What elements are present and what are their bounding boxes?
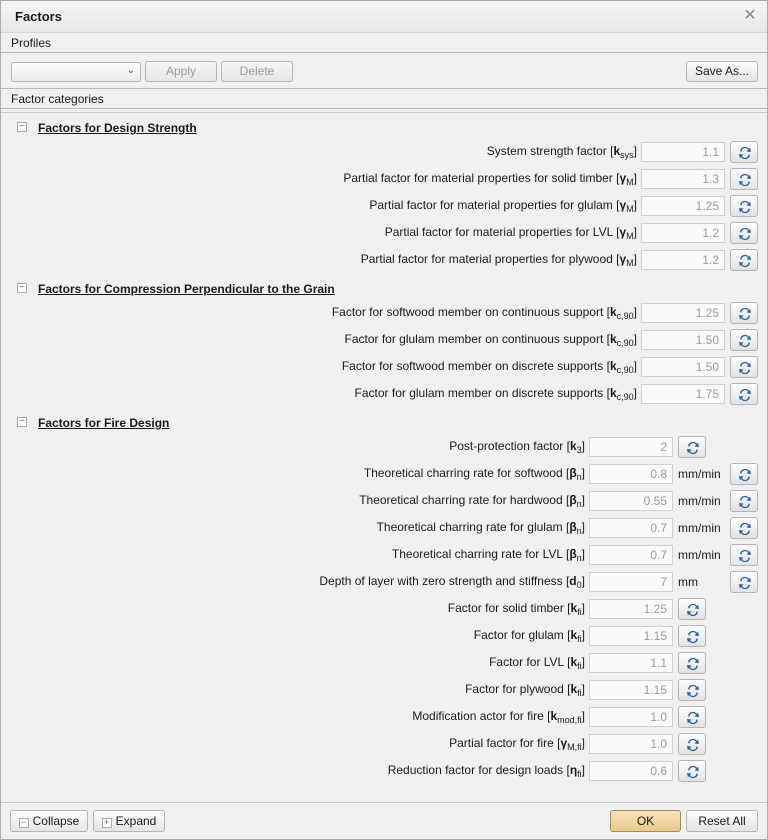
factor-row: [1, 544, 767, 566]
factor-symbol: η: [569, 763, 578, 777]
expand-label: Expand: [115, 814, 157, 828]
factor-row: [1, 195, 767, 217]
factor-label: Partial factor for material properties for plywood $[\gamma_M]$: [360, 252, 637, 268]
factor-row: [1, 222, 767, 244]
factor-label-text: Theoretical charring rate for softwood [: [363, 466, 570, 480]
factor-symbol: k: [613, 144, 621, 158]
factor-label-text: Factor for glulam [: [473, 628, 571, 642]
factor-label-text: Factor for glulam member on discrete supports [: [354, 386, 610, 400]
factor-value-input[interactable]: 1.25: [641, 303, 725, 323]
factor-row: [1, 652, 767, 674]
factor-label: Factor for glulam $[k_{fi}]$: [473, 628, 585, 644]
reset-value-button[interactable]: [730, 544, 758, 566]
factor-symbol: γ: [560, 736, 568, 750]
reset-value-button[interactable]: [730, 517, 758, 539]
reset-value-button[interactable]: [730, 168, 758, 190]
factor-symbol: β: [569, 493, 577, 507]
factor-value-input[interactable]: 2: [589, 437, 673, 457]
window-title: Factors: [15, 9, 62, 24]
factor-symbol: γ: [619, 225, 627, 239]
factor-label-text: Theoretical charring rate for LVL [: [391, 547, 570, 561]
reset-value-button[interactable]: [730, 329, 758, 351]
ok-button[interactable]: OK: [610, 810, 681, 832]
factor-row: [1, 679, 767, 701]
factor-row: [1, 733, 767, 755]
refresh-arrows-icon: [685, 737, 701, 753]
factor-unit: mm/min: [678, 467, 721, 481]
factor-unit: mm/min: [678, 521, 721, 535]
factor-row: [1, 760, 767, 782]
factor-symbol-subscript: n: [576, 499, 582, 509]
factor-symbol: β: [569, 520, 577, 534]
factor-symbol-subscript: M: [626, 258, 634, 268]
refresh-arrows-icon: [685, 710, 701, 726]
factor-label: Theoretical charring rate for softwood $[\beta_n]$: [363, 466, 585, 482]
factor-label: Factor for softwood member on continuous support $[k_{c,90}]$: [331, 305, 637, 321]
factor-value-input[interactable]: 0.7: [589, 518, 673, 538]
factor-value-input[interactable]: 1.1: [589, 653, 673, 673]
factor-symbol: k: [550, 709, 558, 723]
factor-unit: mm/min: [678, 548, 721, 562]
factor-label-text: Depth of layer with zero strength and stiffness [: [319, 574, 570, 588]
factor-row: [1, 249, 767, 271]
reset-value-button[interactable]: [730, 222, 758, 244]
factor-symbol: γ: [619, 252, 627, 266]
refresh-arrows-icon: [737, 494, 753, 510]
group-title: Factors for Design Strength: [38, 121, 197, 135]
factor-label: Modification actor for fire $[k_{mod,fi}]$: [412, 709, 585, 725]
factor-unit: mm/min: [678, 494, 721, 508]
factor-symbol-subscript: M: [626, 204, 634, 214]
factor-value-input[interactable]: 1.50: [641, 330, 725, 350]
factor-value-input[interactable]: 1.3: [641, 169, 725, 189]
factor-symbol-subscript: c,90: [616, 365, 634, 375]
collapse-label: Collapse: [32, 814, 80, 828]
refresh-arrows-icon: [737, 172, 753, 188]
refresh-arrows-icon: [737, 575, 753, 591]
refresh-arrows-icon: [685, 602, 701, 618]
reset-value-button[interactable]: [730, 463, 758, 485]
refresh-arrows-icon: [737, 387, 753, 403]
refresh-arrows-icon: [737, 333, 753, 349]
factor-label-text: Factor for glulam member on continuous support [: [344, 332, 610, 346]
factor-label-text: Partial factor for material properties for plywood [: [360, 252, 620, 266]
reset-value-button[interactable]: [730, 383, 758, 405]
factor-label: Partial factor for material properties for LVL $[\gamma_M]$: [384, 225, 637, 241]
reset-all-button[interactable]: Reset All: [686, 810, 758, 832]
minus-box-icon: −: [19, 818, 29, 828]
factor-label-text: Factor for softwood member on discrete supports [: [341, 359, 610, 373]
profile-dropdown[interactable]: [11, 62, 141, 82]
factor-symbol-subscript: n: [576, 472, 582, 482]
factor-value-input[interactable]: 0.8: [589, 464, 673, 484]
factor-label-text: Factor for plywood [: [465, 682, 571, 696]
factor-symbol-subscript: c,90: [616, 311, 634, 321]
factor-row: [1, 706, 767, 728]
factor-symbol-subscript: fi: [577, 769, 582, 779]
refresh-arrows-icon: [685, 683, 701, 699]
factor-label: Factor for glulam member on continuous support $[k_{c,90}]$: [344, 332, 637, 348]
collapse-button[interactable]: [10, 810, 88, 832]
factor-symbol-subscript: fi: [577, 688, 582, 698]
reset-value-button[interactable]: [730, 195, 758, 217]
reset-value-button[interactable]: [678, 625, 706, 647]
factor-label: Depth of layer with zero strength and stiffness $[d_0]$: [319, 574, 585, 590]
refresh-arrows-icon: [737, 360, 753, 376]
profiles-toolbar: [1, 53, 767, 89]
minus-box-icon[interactable]: −: [17, 122, 27, 132]
factor-symbol-subscript: sys: [620, 150, 634, 160]
factor-symbol-subscript: fi: [577, 607, 582, 617]
refresh-arrows-icon: [737, 521, 753, 537]
factor-value-input[interactable]: 1.50: [641, 357, 725, 377]
factor-symbol: k: [570, 682, 578, 696]
refresh-arrows-icon: [737, 467, 753, 483]
refresh-arrows-icon: [737, 253, 753, 269]
group-title: Factors for Compression Perpendicular to the Grain: [38, 282, 335, 296]
factor-label-text: Theoretical charring rate for hardwood [: [359, 493, 570, 507]
factor-symbol-subscript: fi: [577, 634, 582, 644]
factor-label-text: Partial factor for fire [: [449, 736, 561, 750]
minus-box-icon[interactable]: −: [17, 283, 27, 293]
factor-symbol: k: [570, 601, 578, 615]
factor-symbol: k: [609, 305, 617, 319]
factor-label: Theoretical charring rate for LVL $[\beta_n]$: [391, 547, 585, 563]
factor-value-input[interactable]: 0.6: [589, 761, 673, 781]
factor-label: Partial factor for material properties for solid timber $[\gamma_M]$: [343, 171, 637, 187]
refresh-arrows-icon: [685, 440, 701, 456]
factor-value-input[interactable]: 1.0: [589, 734, 673, 754]
reset-value-button[interactable]: [678, 760, 706, 782]
factor-label-text: Modification actor for fire [: [412, 709, 551, 723]
reset-value-button[interactable]: [678, 598, 706, 620]
reset-value-button[interactable]: [678, 679, 706, 701]
factor-symbol-subscript: n: [576, 553, 582, 563]
reset-value-button[interactable]: [730, 571, 758, 593]
plus-box-icon: +: [102, 818, 112, 828]
factor-value-input[interactable]: 1.2: [641, 250, 725, 270]
factor-row: [1, 383, 767, 405]
factor-label-text: Factor for solid timber [: [447, 601, 571, 615]
factor-row: [1, 598, 767, 620]
reset-value-button[interactable]: [678, 706, 706, 728]
factor-row: [1, 517, 767, 539]
factor-label: Partial factor for material properties for glulam $[\gamma_M]$: [369, 198, 637, 214]
reset-value-button[interactable]: [730, 141, 758, 163]
factor-value-input[interactable]: 1.75: [641, 384, 725, 404]
factor-symbol-subscript: M,fi: [567, 742, 582, 752]
factor-row: [1, 329, 767, 351]
chevron-down-icon: ⌄: [126, 65, 135, 76]
factor-label-text: Factor for LVL [: [489, 655, 571, 669]
factor-value-input[interactable]: 1.25: [641, 196, 725, 216]
factor-symbol: γ: [619, 171, 627, 185]
refresh-arrows-icon: [737, 199, 753, 215]
factor-unit: mm: [678, 575, 698, 589]
factor-label: Theoretical charring rate for hardwood $[\beta_n]$: [359, 493, 585, 509]
refresh-arrows-icon: [737, 306, 753, 322]
factor-value-input[interactable]: 1.15: [589, 626, 673, 646]
factor-label-text: System strength factor [: [486, 144, 614, 158]
close-icon[interactable]: ✕: [743, 7, 757, 24]
reset-value-button[interactable]: [678, 652, 706, 674]
factor-value-input[interactable]: 0.7: [589, 545, 673, 565]
delete-button[interactable]: Delete: [221, 61, 293, 82]
factor-label: Factor for plywood $[k_{fi}]$: [465, 682, 585, 698]
factor-row: [1, 141, 767, 163]
factor-label-text: Partial factor for material properties for glulam [: [369, 198, 620, 212]
factor-symbol: k: [609, 386, 617, 400]
factor-label: Partial factor for fire $[\gamma_{M,fi}]$: [449, 736, 585, 752]
dialog-footer: [1, 802, 767, 839]
factor-label: System strength factor $[k_{sys}]$: [486, 144, 637, 160]
factor-symbol: k: [569, 439, 577, 453]
factor-value-input[interactable]: 1.15: [589, 680, 673, 700]
factor-row: [1, 168, 767, 190]
group-title: Factors for Fire Design: [38, 416, 170, 430]
factor-row: [1, 356, 767, 378]
reset-value-button[interactable]: [678, 733, 706, 755]
factor-symbol: β: [569, 466, 577, 480]
factor-row: [1, 490, 767, 512]
factor-symbol: d: [569, 574, 577, 588]
factor-label: Factor for softwood member on discrete supports $[k_{c,90}]$: [341, 359, 637, 375]
factor-label: Factor for solid timber $[k_{fi}]$: [447, 601, 585, 617]
factor-symbol-subscript: M: [626, 177, 634, 187]
factor-row: [1, 625, 767, 647]
factor-label-text: Factor for softwood member on continuous support [: [331, 305, 610, 319]
apply-button[interactable]: Apply: [145, 61, 217, 82]
factor-row: [1, 436, 767, 458]
factor-list: [1, 112, 767, 802]
factor-label: Factor for glulam member on discrete supports $[k_{c,90}]$: [354, 386, 637, 402]
factor-value-input[interactable]: 7: [589, 572, 673, 592]
factor-label: Theoretical charring rate for glulam $[\beta_n]$: [376, 520, 585, 536]
factor-symbol-subscript: mod,fi: [557, 715, 582, 725]
refresh-arrows-icon: [737, 226, 753, 242]
factor-symbol: γ: [619, 198, 627, 212]
factor-categories-label: Factor categories: [1, 89, 767, 109]
factor-symbol: k: [570, 628, 578, 642]
refresh-arrows-icon: [685, 629, 701, 645]
title-bar: [1, 1, 767, 33]
factor-symbol-subscript: fi: [577, 661, 582, 671]
factor-symbol-subscript: c,90: [616, 338, 634, 348]
refresh-arrows-icon: [685, 656, 701, 672]
reset-value-button[interactable]: [730, 356, 758, 378]
reset-value-button[interactable]: [730, 490, 758, 512]
factor-value-input[interactable]: 1.25: [589, 599, 673, 619]
factor-symbol-subscript: n: [576, 526, 582, 536]
factor-label: Reduction factor for design loads $[\eta_{fi}]$: [387, 763, 585, 779]
expand-button[interactable]: [93, 810, 165, 832]
reset-value-button[interactable]: [730, 249, 758, 271]
factor-label-text: Partial factor for material properties for solid timber [: [343, 171, 620, 185]
factor-symbol-subscript: c,90: [616, 392, 634, 402]
reset-value-button[interactable]: [730, 302, 758, 324]
factor-symbol-subscript: 0: [576, 580, 582, 590]
factor-row: [1, 463, 767, 485]
factor-symbol: k: [570, 655, 578, 669]
refresh-arrows-icon: [685, 764, 701, 780]
factor-label-text: Post-protection factor [: [449, 439, 570, 453]
save-as-button[interactable]: Save As...: [686, 61, 758, 82]
factor-label: Factor for LVL $[k_{fi}]$: [489, 655, 585, 671]
factor-value-input[interactable]: 0.55: [589, 491, 673, 511]
factor-row: [1, 571, 767, 593]
factor-symbol-subscript: M: [626, 231, 634, 241]
refresh-arrows-icon: [737, 548, 753, 564]
factor-value-input[interactable]: 1.0: [589, 707, 673, 727]
factor-value-input[interactable]: 1.2: [641, 223, 725, 243]
factor-row: [1, 302, 767, 324]
factor-value-input[interactable]: 1.1: [641, 142, 725, 162]
factor-symbol: k: [609, 332, 617, 346]
profiles-label: Profiles: [1, 33, 767, 53]
factor-label: Post-protection factor $[k_3]$: [449, 439, 585, 455]
factor-symbol: k: [609, 359, 617, 373]
factor-label-text: Reduction factor for design loads [: [387, 763, 570, 777]
factor-label-text: Partial factor for material properties for LVL [: [384, 225, 620, 239]
factor-symbol-subscript: 3: [576, 445, 582, 455]
factor-label-text: Theoretical charring rate for glulam [: [376, 520, 570, 534]
minus-box-icon[interactable]: −: [17, 417, 27, 427]
reset-value-button[interactable]: [678, 436, 706, 458]
refresh-arrows-icon: [737, 145, 753, 161]
factor-symbol: β: [569, 547, 577, 561]
